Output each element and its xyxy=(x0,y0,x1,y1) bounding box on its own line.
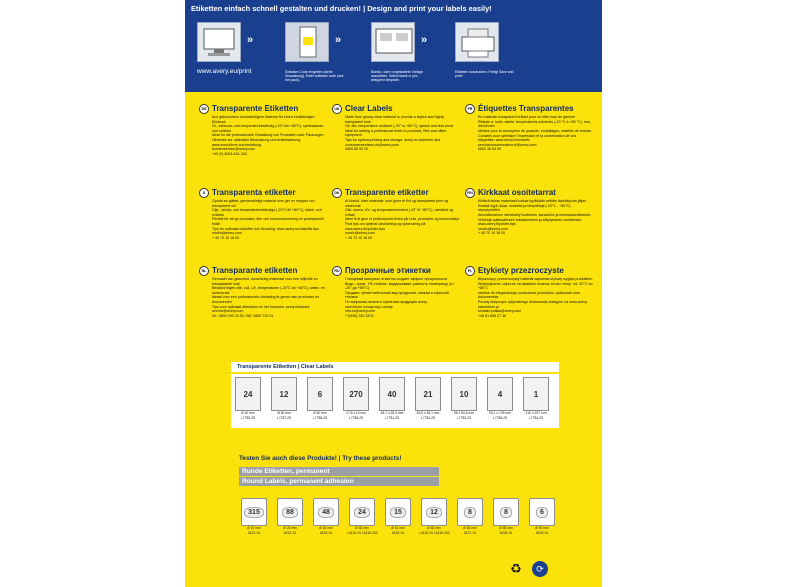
lang-text xyxy=(478,277,593,319)
step-template-illustration xyxy=(371,22,415,62)
lang-line: Błyszczący, przezroczysty materiał zapewnia stylowy wygląd produktom xyxy=(478,277,593,281)
avery-url: www.avery.eu/print xyxy=(197,68,252,75)
product-size: Ø 80 mm xyxy=(313,411,327,415)
lang-line: Водо-, грязе- УФ-стойкие, выдерживают разность температур (от -20° до +80°C) xyxy=(345,281,454,291)
product-count xyxy=(385,498,411,526)
product-size: Ø 40 mm xyxy=(355,526,369,530)
lang-title: Kirkkaat osoitetarrat xyxy=(478,188,556,197)
lang-line: +49 (0) 8024-641-343 xyxy=(212,151,247,156)
lang-line: Af blankt, klart materiale, som giver et flot og transparent print og udseende xyxy=(345,199,449,208)
country-badge: DE xyxy=(199,104,209,114)
product-code: 6222-10 xyxy=(283,530,297,535)
lang-line: service@avery.com xyxy=(212,309,244,314)
product-count: 12 xyxy=(271,377,297,411)
product-item xyxy=(419,498,449,536)
country-badge: NL xyxy=(199,266,209,276)
lang-line: Porady dotyczące optymalnego drukowania dostępne na www.avery-zweckform.pl xyxy=(478,300,588,309)
lang-line: nordic@avery.com xyxy=(345,231,375,236)
arrow-icon: » xyxy=(421,34,428,46)
product-count xyxy=(277,498,303,526)
product-code: L3415-10 L3415-100 xyxy=(347,530,378,535)
product-count: 6 xyxy=(307,377,333,411)
lang-line: 0800 80 50 20 xyxy=(345,147,368,152)
product-size: Ø 51 mm xyxy=(391,526,405,530)
product-count: 40 xyxy=(379,377,405,411)
lang-line: + 45 70 10 18 00 xyxy=(345,235,373,240)
product-code: L7787-25 xyxy=(277,415,291,420)
product-code: L7786-25 xyxy=(493,415,507,420)
product-size: 45,7 x 25,4 mm xyxy=(380,411,404,415)
product-item xyxy=(311,498,341,536)
lang-line: info-ru@avery.com xyxy=(345,309,376,314)
top-band xyxy=(185,0,602,92)
arrow-icon: » xyxy=(335,34,342,46)
country-badge: FR xyxy=(465,104,475,114)
product-item xyxy=(449,377,479,421)
product-count xyxy=(241,498,267,526)
product-count-value: 6 xyxy=(536,507,548,518)
country-badge: FIN xyxy=(465,188,475,198)
lang-text xyxy=(478,115,593,152)
product-code: 6225-10 xyxy=(391,530,405,535)
lang-text xyxy=(212,115,327,157)
lang-line: +48 61 898 27 46 xyxy=(478,313,507,318)
product-count-value: 8 xyxy=(500,507,512,518)
product-code: L7782-25 xyxy=(421,415,435,420)
product-size: 63,5 x 38,1 mm xyxy=(416,411,440,415)
product-code: L3416-10 L3416-100 xyxy=(419,530,450,535)
label-pack-icon xyxy=(286,23,330,63)
product-code: 6221-10 xyxy=(247,530,261,535)
lang-line: Made from glossy clear material to provide a stylish and highly transparent look xyxy=(345,115,445,124)
product-size: 210 x 297 mm xyxy=(525,411,547,415)
lang-text xyxy=(478,199,593,236)
product-count-value: 15 xyxy=(390,507,406,518)
product-size: Ø 40 mm xyxy=(241,411,255,415)
lang-title: Transparente Etiketten xyxy=(212,104,299,113)
lang-line: Tips voor optimaal afdrukken en het bewaren: avery.nl/advies xyxy=(212,304,310,309)
product-count xyxy=(457,498,483,526)
step-2-caption: Blanko- oder vorgestaltete Vorlage auswählen. Select blank or pre-designed template. xyxy=(371,70,424,82)
try-products-header: Testen Sie auch diese Produkte! | Try these products! xyxy=(239,455,402,462)
product-item xyxy=(341,377,371,421)
lang-line: Find tips om optimal udskrivning og opbevaring på: www.avery.dk/printer-tips xyxy=(345,222,427,231)
product-count xyxy=(313,498,339,526)
recycle-icon: ♻ xyxy=(510,561,522,576)
product-code: L7783-25 xyxy=(457,415,471,420)
product-count: 4 xyxy=(487,377,513,411)
step-3-caption: Etiketten ausdrucken. Fertig! Save and print! xyxy=(455,70,514,78)
lang-line: Oil, dirt, temperature resistant (-20° to +80°C), splash and tear proof xyxy=(345,124,454,129)
country-badge: UK xyxy=(332,104,342,114)
product-item xyxy=(527,498,557,536)
header-title: Etiketten einfach schnell gestalten und drucken! | Design and print your labels easily! xyxy=(191,4,492,13)
product-code: L7780-25 xyxy=(241,415,255,420)
round-labels-subheader: Round Labels, permanent adhesion xyxy=(239,477,439,486)
lang-line: consumerservices-uk@avery.com xyxy=(345,142,399,147)
lang-line: nordic@avery.com xyxy=(212,231,242,236)
product-code: L7785-25 xyxy=(349,415,363,420)
product-count-value: 8 xyxy=(464,507,476,518)
product-code: 6229-10 xyxy=(535,530,549,535)
clear-labels-products xyxy=(231,374,559,428)
lang-line: Ideal für die professionelle Gestaltung von Produkten oder Packungen xyxy=(212,133,324,138)
lang-line: NL: 0800 099 33 90 / BE: 0800 725 01 xyxy=(212,313,274,318)
clear-labels-header: Transparente Etiketten | Clear Labels xyxy=(231,362,559,372)
round-labels-products xyxy=(239,498,559,558)
product-item xyxy=(521,377,551,421)
product-size: Ø 10 mm xyxy=(247,526,261,530)
lang-text xyxy=(345,199,460,241)
lang-text xyxy=(212,199,327,241)
product-code: 6227-10 xyxy=(463,530,477,535)
step-print-illustration xyxy=(455,22,499,62)
lang-line: Ammattimainen viimeistely tuotteisiin, kansioihin ja toimistotarvikkeisiin xyxy=(478,212,591,217)
lang-text xyxy=(345,115,460,152)
lang-line: kontakt-polska@avery.com xyxy=(478,309,522,314)
step-code-illustration xyxy=(285,22,329,62)
lang-title: Прозрачные этикетки xyxy=(345,266,431,275)
lang-line: Bestand tegen olie, vuil, UV, temperaturen (-20°C tot +80°C), water- en scheurvast xyxy=(212,286,325,295)
product-count: 270 xyxy=(343,377,369,411)
product-size: Ø 85 mm xyxy=(499,526,513,530)
lang-line: Kestää öljyä, likaa, roisketta ja lämpötiloja (-20°C - +80°C), repeytymätön xyxy=(478,203,572,213)
lang-line: Tips for optimal printing and storage: avery.co.uk/printer-tips xyxy=(345,138,441,143)
product-count xyxy=(421,498,447,526)
product-code: L7788-25 xyxy=(313,415,327,420)
product-count: 24 xyxy=(235,377,261,411)
lang-title: Transparente etiketter xyxy=(345,188,429,197)
product-count xyxy=(349,498,375,526)
lang-line: +7(495) 320 3476 xyxy=(345,313,374,318)
lang-line: + 45 70 10 18 00 xyxy=(212,235,240,240)
product-size: Ø 65 mm xyxy=(463,526,477,530)
product-code: 6228-10 xyxy=(499,530,513,535)
lang-line: Wodoodporne, odporne na działanie smarów, brudu i temp. od -20°C do +80°C xyxy=(478,281,593,291)
product-size: 17,8 x 10 mm xyxy=(346,411,366,415)
product-count-value: 24 xyxy=(354,507,370,518)
lang-line: Conseils pour optimiser l'impression et la conservation de vos étiquettes: www.avery.fr/conseils xyxy=(478,133,577,143)
product-size: 96 x 50,8 mm xyxy=(454,411,474,415)
country-badge: S xyxy=(199,188,209,198)
lang-text xyxy=(212,277,327,319)
lang-line: + 45 70 10 18 00 xyxy=(478,231,506,236)
lang-line: Ideaal voor een professionele uitstraling te geven aan producten en documenten xyxy=(212,295,320,304)
lang-line: Idealne do eleganckiego oznaczania produktów, opakowań oraz dokumentów xyxy=(478,290,580,300)
product-item xyxy=(347,498,377,536)
lang-title: Transparenta etiketter xyxy=(212,188,296,197)
lang-line: Olie, snavs, UV- og temperaturresistent (-20° til +80°C), vandfast og rivfast xyxy=(345,208,454,217)
product-code: L7781-25 xyxy=(385,415,399,420)
lang-line: kundenservice@avery.com xyxy=(212,147,256,152)
lang-line: Глянцевый материал этикеток создает эффект прозрачности xyxy=(345,277,448,281)
product-item xyxy=(377,377,407,421)
product-item xyxy=(455,498,485,536)
product-item xyxy=(269,377,299,421)
green-dot-icon: ⟳ xyxy=(532,561,548,577)
product-count-value: 12 xyxy=(426,507,442,518)
product-size: Ø 90 mm xyxy=(535,526,549,530)
lang-line: Hinweise zur optimalen Bedruckung und Aufbewahrung: www.zweckform.com/anleitung xyxy=(212,138,302,147)
product-count-value: 48 xyxy=(318,507,334,518)
round-labels-header: Runde Etiketten, permanent xyxy=(239,467,439,476)
lang-line: Tips för optimala utskrifter och förvaring: www.avery.se/utskrifts-tips xyxy=(212,226,320,231)
lang-line: Kiiltävä kirkas materiaali luottaa tyylikkään erittäin läpinäkyvän jäljen xyxy=(478,199,587,203)
product-item xyxy=(239,498,269,536)
step-1-caption: Software-Code eingeben (siehe Verpackung). Enter software code (see the pack). xyxy=(285,70,344,82)
step-software-illustration xyxy=(197,22,241,62)
product-item xyxy=(275,498,305,536)
product-count: 10 xyxy=(451,377,477,411)
product-size: Ø 60 mm xyxy=(427,526,441,530)
country-badge: RU xyxy=(332,266,342,276)
product-count xyxy=(493,498,519,526)
lang-line: По вопросам печати и хранения продукции avery-zweckform.ru/voprosy-i-otvety xyxy=(345,300,429,309)
product-item xyxy=(485,377,515,421)
lang-line: Perfekt för att ge produkter, filer och kontorsutrustning en professionell finish xyxy=(212,217,324,226)
lang-title: Transparante etiketten xyxy=(212,266,298,275)
lang-line: Ideal for adding a professional finish to products, files and office equipment xyxy=(345,128,447,138)
lang-line: Ideel til at give et professionelt finish på f.eks. produkter og kontorudstyr xyxy=(345,217,460,222)
lang-line: Gemaakt van glanzend, doorzichtig materiaal voor een stijlvolle en transparante look xyxy=(212,277,318,286)
lang-line: Résiste à: huile, saleté, températures extrêmes (-20 °C à +80 °C), eau, déchirures xyxy=(478,119,591,129)
lang-line: Придают презентабельный вид продуктам, папкам и офисной технике xyxy=(345,290,449,300)
arrow-icon: » xyxy=(247,34,254,46)
printer-icon xyxy=(456,23,500,63)
lang-line: Gjorda av glättat, genomskinligt material som ger en elegant och transparent stil xyxy=(212,199,315,208)
lang-line: serviceconsommateur-fr@avery.com xyxy=(478,142,537,147)
lang-line: Olje-, smuts- och temperaturbeständiga (-20°C till +80°C), stänk- och rivfasta xyxy=(212,208,322,217)
lang-line: Vinkkejä optimaaliseen tulostamiseen ja säilytykseen osoitteesta: www.avery.fi/printer-tips xyxy=(478,217,582,227)
product-count-value: 315 xyxy=(244,507,264,518)
product-size: 99,1 x 139 mm xyxy=(489,411,511,415)
lang-title: Étiquettes Transparentes xyxy=(478,104,574,113)
lang-line: Aus glänzendem durchsichtigem Material für einen erstklassigen Eindruck xyxy=(212,115,315,124)
product-size: Ø 60 mm xyxy=(277,411,291,415)
lang-line: nordic@avery.com xyxy=(478,226,508,231)
product-code: 6223-10 xyxy=(319,530,333,535)
lang-line: Öl-, schmutz- und temperaturbeständig (-20° bis +80°C), spritzwasser- und reißfest xyxy=(212,124,325,133)
product-item xyxy=(413,377,443,421)
product-count: 21 xyxy=(415,377,441,411)
country-badge: DK xyxy=(332,188,342,198)
lang-title: Clear Labels xyxy=(345,104,393,113)
product-code: L7784-25 xyxy=(529,415,543,420)
product-size: Ø 20 mm xyxy=(283,526,297,530)
lang-line: Idéales pour la conception de produits, emballages, matériel de bureau xyxy=(478,128,592,133)
lang-text xyxy=(345,277,460,319)
product-item xyxy=(233,377,263,421)
product-count xyxy=(529,498,555,526)
computer-icon xyxy=(198,23,242,63)
country-badge: PL xyxy=(465,266,475,276)
product-back-sheet xyxy=(185,0,602,587)
product-count-value: 88 xyxy=(282,507,298,518)
lang-title: Etykiety przezroczyste xyxy=(478,266,564,275)
product-size: Ø 30 mm xyxy=(319,526,333,530)
product-count: 1 xyxy=(523,377,549,411)
product-item xyxy=(383,498,413,536)
template-icon xyxy=(372,23,416,63)
lang-line: 0800 36 54 09 xyxy=(478,147,501,152)
lang-line: En matériau transparent brillant pour un effet haut de gamme xyxy=(478,115,576,119)
product-item xyxy=(491,498,521,536)
product-item xyxy=(305,377,335,421)
